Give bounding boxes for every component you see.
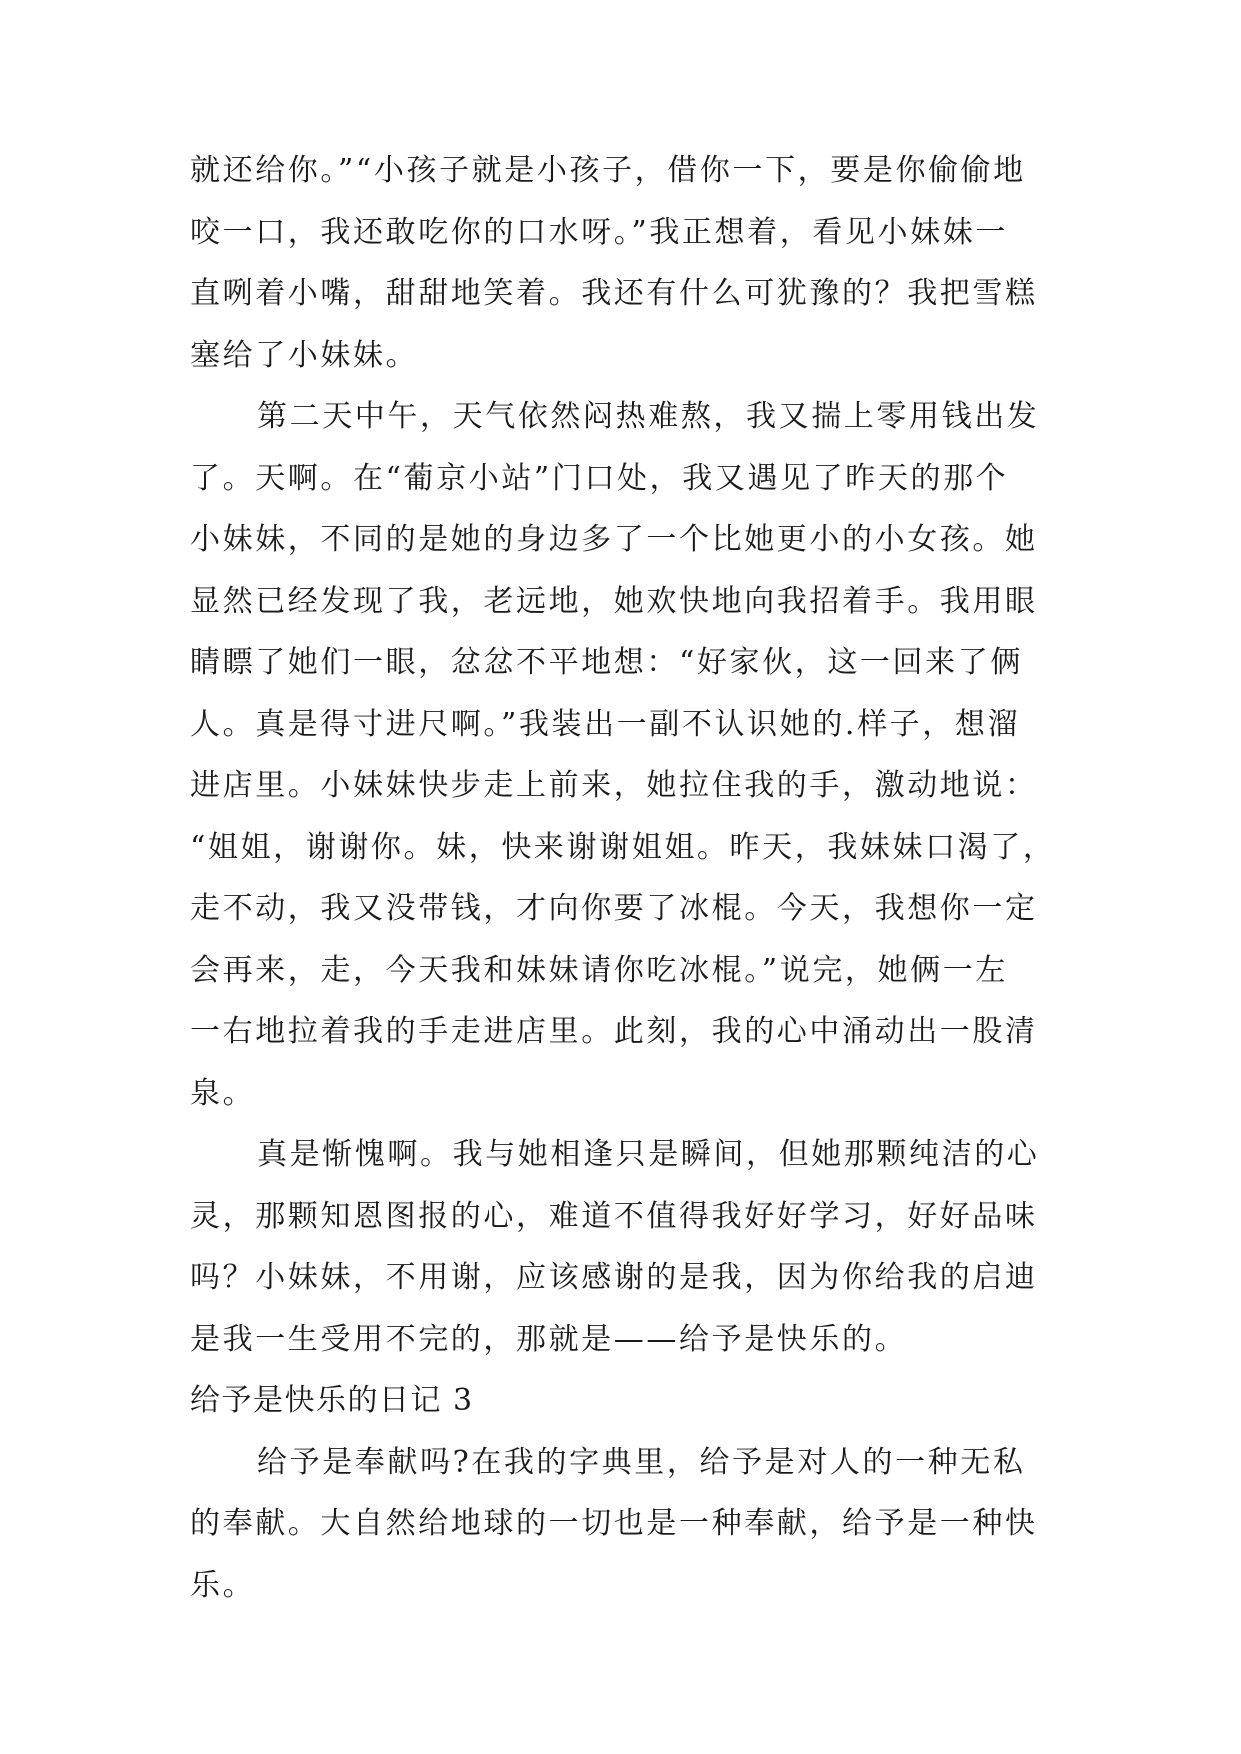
paragraph-2-line-1: 第二天中午，天气依然闷热难熬，我又揣上零用钱出发 [257,399,1040,434]
final-paragraph-line-2: 的奉献。大自然给地球的一切也是一种奉献，给予是一种快 [190,1506,1038,1541]
section-heading: 给予是快乐的日记 3 [190,1383,474,1418]
paragraph-2-line-10: 会再来，走，今天我和妹妹请你吃冰棍。”说完，她俩一左 [190,952,1008,988]
paragraph-3-line-3: 吗？小妹妹，不用谢，应该感谢的是我，因为你给我的启迪 [190,1260,1038,1295]
final-paragraph-line-3: 乐。 [190,1567,256,1603]
document-body [190,140,1056,1616]
paragraph-1-line-3: 直咧着小嘴，甜甜地笑着。我还有什么可犹豫的？我把雪糕 [190,276,1038,311]
paragraph-2-line-6: 人。真是得寸进尺啊。”我装出一副不认识她的.样子，想溜 [190,706,1021,742]
paragraph-2-line-12: 泉。 [190,1075,256,1111]
paragraph-2-line-7: 进店里。小妹妹快步走上前来，她拉住我的手，激动地说： [190,768,1038,803]
paragraph-2-line-8: “姐姐，谢谢你。妹，快来谢谢姐姐。昨天，我妹妹口渴了， [190,829,1056,865]
final-paragraph-line-1: 给予是奉献吗?在我的字典里，给予是对人的一种无私 [257,1444,1026,1480]
paragraph-1-line-1: 就还给你。”“小孩子就是小孩子，借你一下，要是你偷偷地 [190,153,1026,188]
paragraph-2-line-5: 睛瞟了她们一眼，忿忿不平地想：“好家伙，这一回来了俩 [190,645,1023,680]
paragraph-3-line-2: 灵，那颗知恩图报的心，难道不值得我好好学习，好好品味 [190,1198,1038,1234]
paragraph-2-line-2: 了。天啊。在“葡京小站”门口处，我又遇见了昨天的那个 [190,460,1009,496]
paragraph-1-line-4: 塞给了小妹妹。 [190,337,419,373]
paragraph-1-line-2: 咬一口，我还敢吃你的口水呀。”我正想着，看见小妹妹一 [190,214,1008,250]
paragraph-2-line-11: 一右地拉着我的手走进店里。此刻，我的心中涌动出一股清 [190,1014,1038,1049]
paragraph-2-line-9: 走不动，我又没带钱，才向你要了冰棍。今天，我想你一定 [190,891,1038,926]
paragraph-3-line-4: 是我一生受用不完的，那就是——给予是快乐的。 [190,1321,908,1357]
paragraph-2-line-3: 小妹妹，不同的是她的身边多了一个比她更小的小女孩。她 [190,522,1038,557]
paragraph-2-line-4: 显然已经发现了我，老远地，她欢快地向我招着手。我用眼 [190,583,1038,619]
paragraph-3-line-1: 真是惭愧啊。我与她相逢只是瞬间，但她那颗纯洁的心 [257,1137,1040,1172]
